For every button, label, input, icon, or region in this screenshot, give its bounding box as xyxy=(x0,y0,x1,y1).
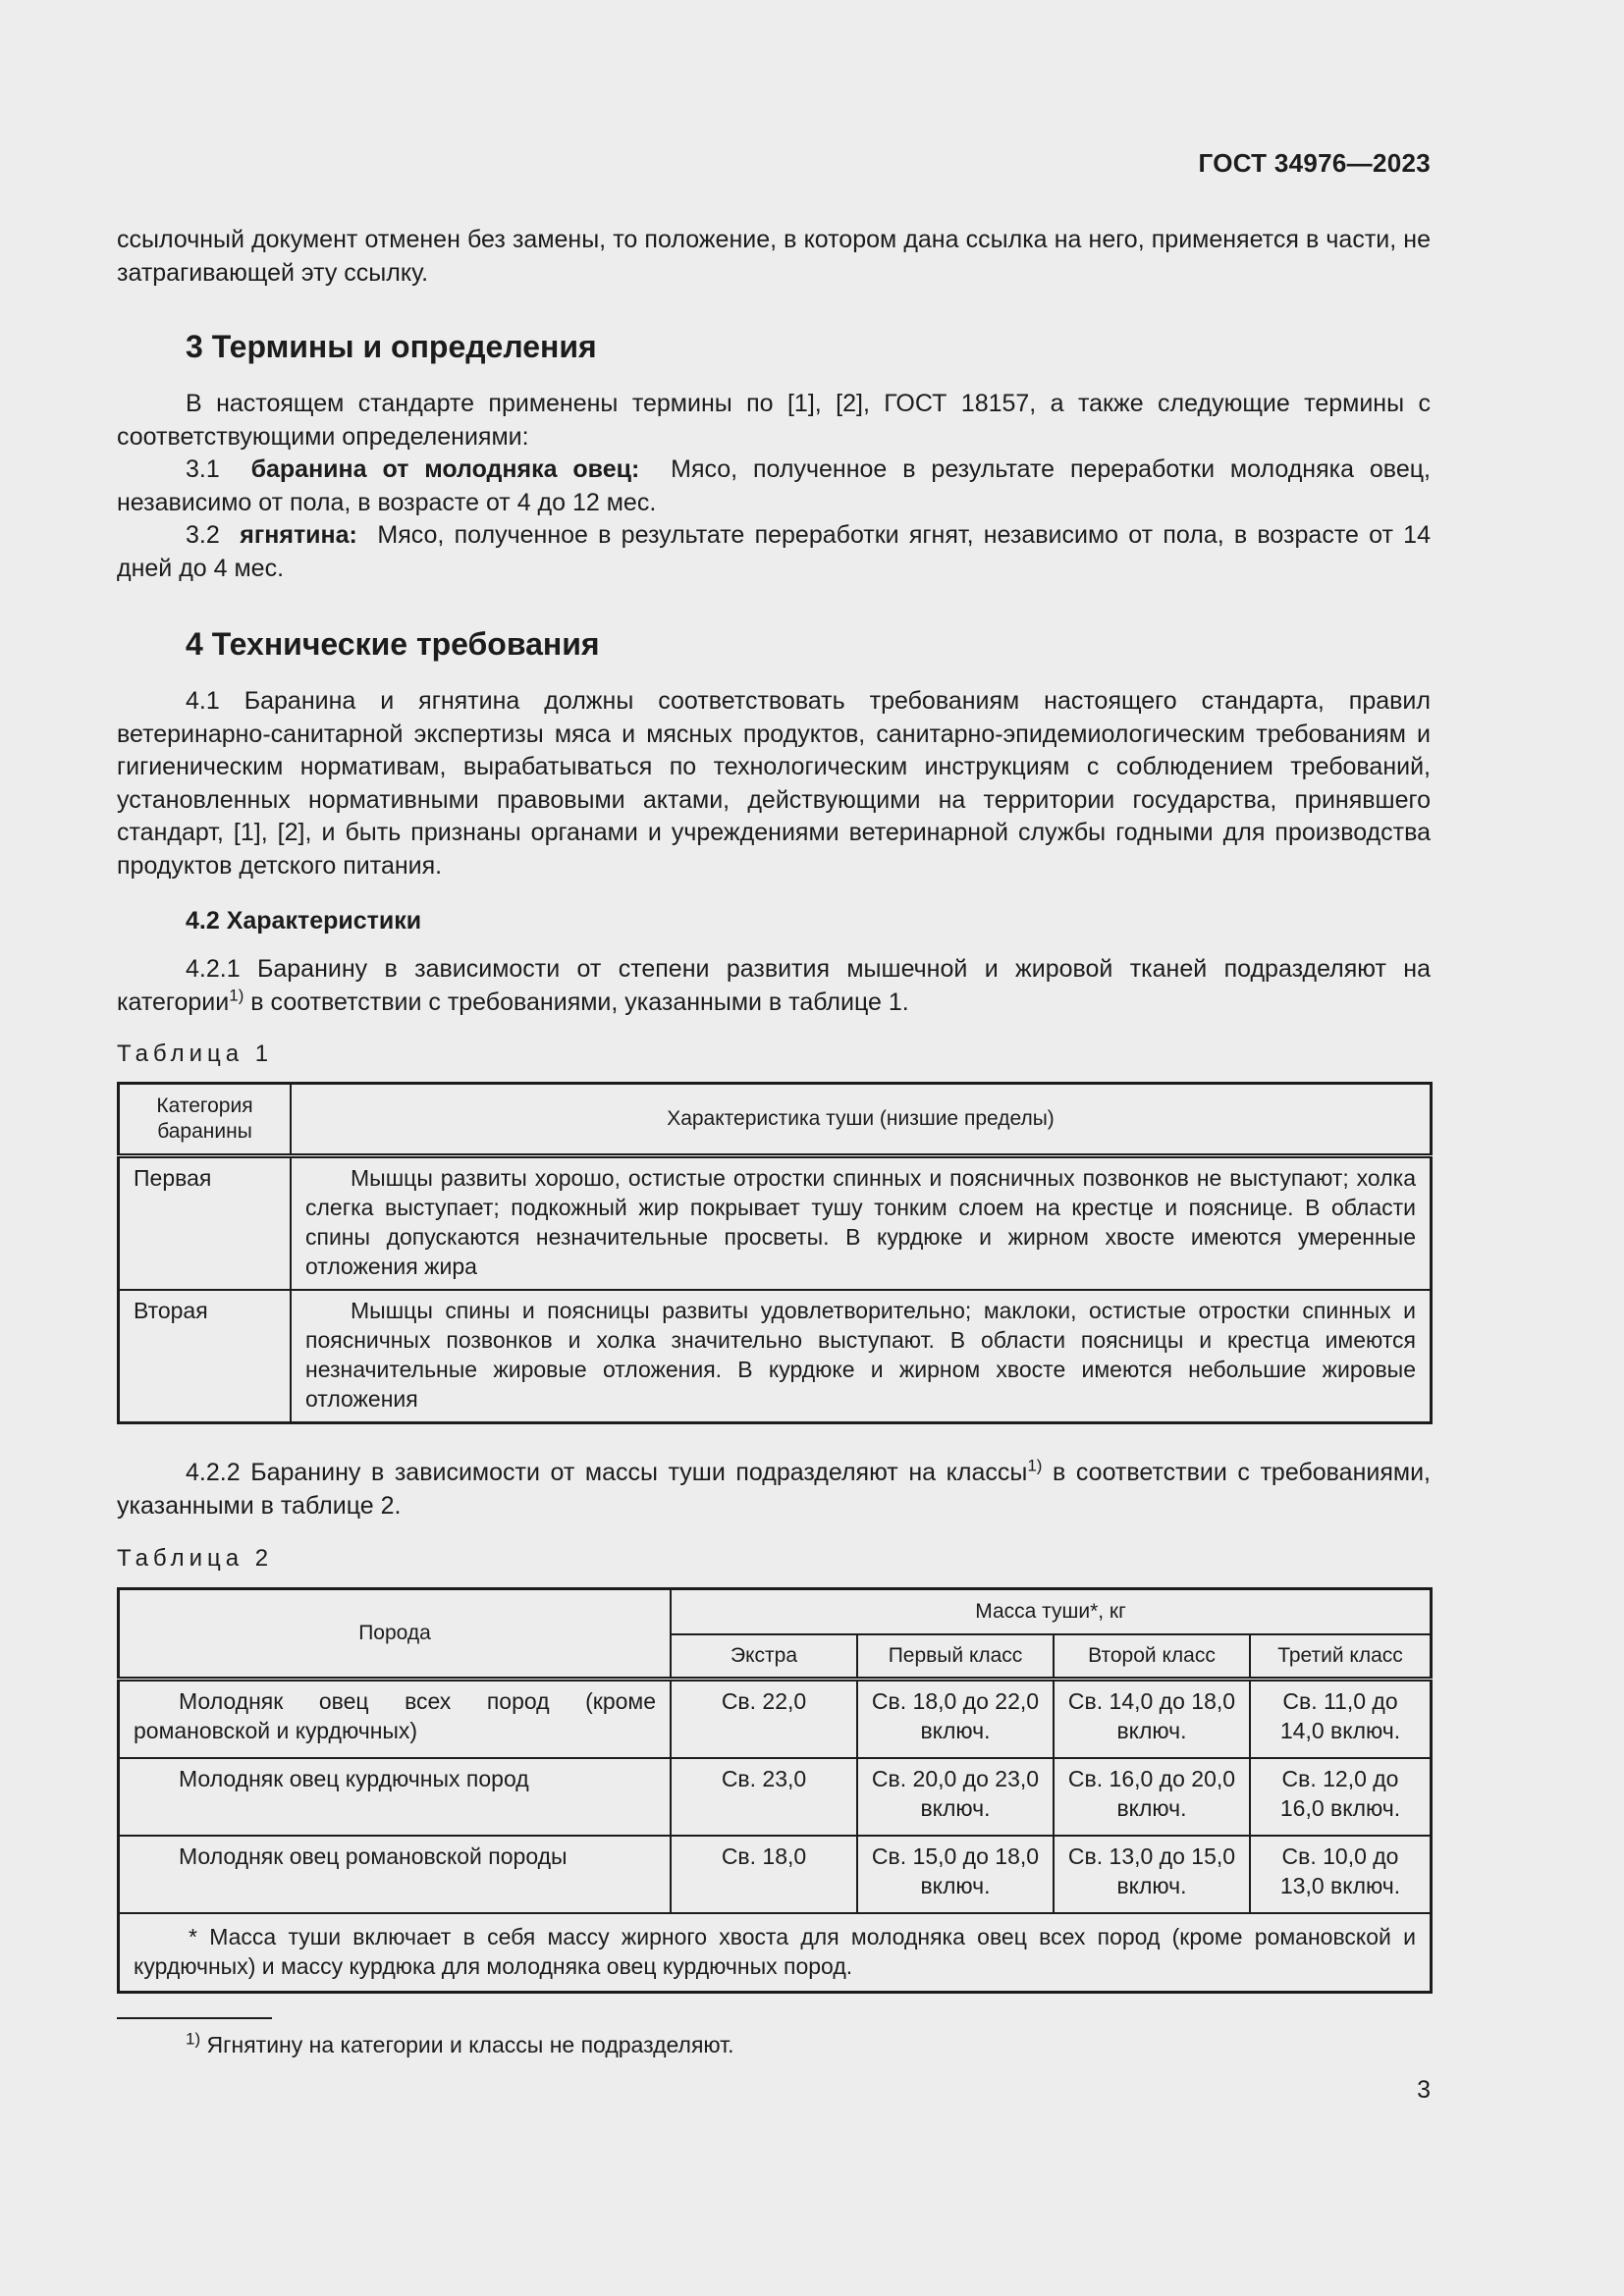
subsection-4-2-title: 4.2 Характеристики xyxy=(186,907,422,934)
table-1-cell-description: Мышцы развиты хорошо, остистые отростки спинных и поясничных позвонков не выступают; холка слегка выступает; подкожный жир покрывает тушу тонким слоем на крестце и пояснице. В области спины допускаются незначительные просветы. В курдюке и жирном хвосте имеются умеренные отложения жира xyxy=(291,1156,1432,1291)
table-2-cell-breed: Молодняк овец романовской породы xyxy=(119,1836,672,1913)
table-2-header-class-2: Второй класс xyxy=(1054,1634,1250,1680)
paragraph-4-2-1: 4.2.1 Баранину в зависимости от степени развития мышечной и жировой тканей подразделяют на категории$^{1)}$ в соответствии с требованиями, указанными в таблице 1. xyxy=(117,955,1431,1016)
table-1-header-description: Характеристика туши (низшие пределы) xyxy=(291,1084,1432,1156)
table-2-header-mass: Масса туши*, кг xyxy=(671,1589,1432,1634)
table-2-cell-breed: Молодняк овец курдючных пород xyxy=(119,1758,672,1836)
table-2-note: * Масса туши включает в себя массу жирного хвоста для молодняка овец всех пород (кроме романовской и курдючных) и массу курдюка для молодняка овец курдючных пород. xyxy=(119,1913,1432,1993)
table-1 xyxy=(117,1082,1431,1424)
table-row xyxy=(119,1758,1432,1836)
section-4-title: 4 Технические требования xyxy=(186,626,600,662)
paragraph-4-1: 4.1 Баранина и ягнятина должны соответствовать требованиям настоящего стандарта, правил ветеринарно-санитарной экспертизы мяса и мясных продуктов, санитарно-эпидемиологическим требованиям и гигиеническим нормативам, вырабатываться по технологическим инструкциям с соблюдением требований, установленных нормативными правовыми актами, действующими на территории государства, принявшего стандарт, [1], [2], и быть признаны органами и учреждениями ветеринарной службы годными для производства продуктов детского питания. xyxy=(117,687,1431,880)
table-row xyxy=(119,1156,1432,1291)
section-3-body xyxy=(117,388,1431,585)
term-3-1: 3.1 баранина от молодняка овец: Мясо, полученное в результате переработки молодняка овец, независимо от пола, в возрасте от 4 до 12 мес. xyxy=(117,455,1431,516)
footnote-ref: 1) xyxy=(229,986,244,1005)
table-2-cell-class-1: Св. 18,0 до 22,0 включ. xyxy=(857,1680,1054,1759)
table-1-cell-description: Мышцы спины и поясницы развиты удовлетворительно; маклоки, остистые отростки спинных и поясничных позвонков и холка значительно выступают. В области поясницы и крестца имеются незначительные жировые отложения. В курдюке и жирном хвосте имеются небольшие жировые отложения xyxy=(291,1290,1432,1423)
table-2-note-row xyxy=(119,1913,1432,1993)
table-2-cell-class-2: Св. 13,0 до 15,0 включ. xyxy=(1054,1836,1250,1913)
table-1-cell-category: Первая xyxy=(119,1156,292,1291)
section-3-title: 3 Термины и определения xyxy=(186,329,597,364)
table-2-cell-class-1: Св. 15,0 до 18,0 включ. xyxy=(857,1836,1054,1913)
table-2-cell-class-2: Св. 16,0 до 20,0 включ. xyxy=(1054,1758,1250,1836)
intro-paragraph: ссылочный документ отменен без замены, то положение, в котором дана ссылка на него, применяется в части, не затрагивающей эту ссылку. xyxy=(117,226,1431,287)
paragraph-4-2-2: 4.2.2 Баранину в зависимости от массы туши подразделяют на классы$^{1)}$ в соответствии с требованиями, указанными в таблице 2. xyxy=(117,1456,1431,1520)
table-2-header-class-1: Первый класс xyxy=(857,1634,1054,1680)
table-2-header-breed: Порода xyxy=(119,1589,672,1680)
table-2-cell-class-3: Св. 12,0 до 16,0 включ. xyxy=(1250,1758,1432,1836)
table-row xyxy=(119,1290,1432,1423)
table-1-caption: Таблица 1 xyxy=(117,1041,274,1067)
table-2-header-extra: Экстра xyxy=(671,1634,857,1680)
table-1-cell-category: Вторая xyxy=(119,1290,292,1423)
table-2-cell-class-2: Св. 14,0 до 18,0 включ. xyxy=(1054,1680,1250,1759)
table-2 xyxy=(117,1587,1431,1994)
section-4-body xyxy=(117,685,1431,882)
table-2-cell-extra: Св. 18,0 xyxy=(671,1836,857,1913)
table-row xyxy=(119,1680,1432,1759)
footnote-ref: 1) xyxy=(1027,1456,1043,1475)
page-number: 3 xyxy=(1417,2076,1431,2104)
table-2-cell-class-1: Св. 20,0 до 23,0 включ. xyxy=(857,1758,1054,1836)
table-2-cell-class-3: Св. 10,0 до 13,0 включ. xyxy=(1250,1836,1432,1913)
table-2-cell-class-3: Св. 11,0 до 14,0 включ. xyxy=(1250,1680,1432,1759)
table-2-cell-extra: Св. 22,0 xyxy=(671,1680,857,1759)
table-2-cell-extra: Св. 23,0 xyxy=(671,1758,857,1836)
table-2-header-class-3: Третий класс xyxy=(1250,1634,1432,1680)
footnote-mark: 1) xyxy=(186,2029,201,2049)
footnote-divider xyxy=(117,2017,272,2019)
term-3-2: 3.2 ягнятина: Мясо, полученное в результате переработки ягнят, независимо от пола, в возрасте от 14 дней до 4 мес. xyxy=(117,521,1431,582)
footnote-text: Ягнятину на категории и классы не подразделяют. xyxy=(206,2032,734,2057)
table-2-cell-breed: Молодняк овец всех пород (кроме романовской и курдючных) xyxy=(119,1680,672,1759)
table-row xyxy=(119,1836,1432,1913)
table-1-header-category: Категория баранины xyxy=(119,1084,292,1156)
table-2-caption: Таблица 2 xyxy=(117,1545,274,1572)
footnote xyxy=(117,2030,1499,2059)
section-3-intro: В настоящем стандарте применены термины по [1], [2], ГОСТ 18157, а также следующие термины с соответствующими определениями: xyxy=(117,390,1431,451)
standard-code: ГОСТ 34976—2023 xyxy=(1198,148,1431,178)
